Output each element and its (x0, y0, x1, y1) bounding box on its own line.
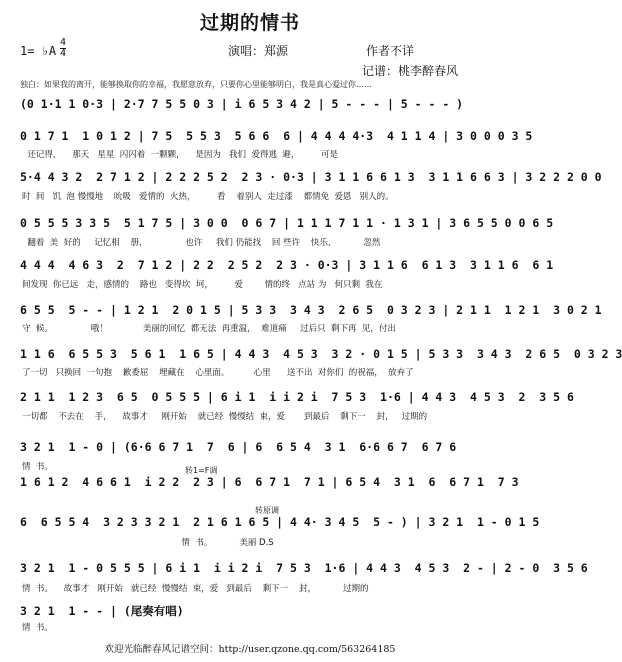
score-row-12-notes: 3 2 1 1 - 0 5 5 5 | 6 i 1 i i 2 i 7 5 3 1·6 | 4 4 3 4 5 3 2 - | 2 - 0 3 5 6 (20, 561, 588, 575)
score-row-8-lyrics: 一切都 不去在 手， 故事才 刚开始 就已经 慢慢结 束，爱 到最后 剩下一 封， 过期的 (22, 412, 428, 422)
score-row-5-notes: 4 4 4 4 6 3 2 7 1 2 | 2 2 2 5 2 2 3 · 0·3 | 3 1 1 6 6 1 3 3 1 1 6 6 1 (20, 258, 554, 272)
meter-top: 4 (60, 37, 67, 48)
score-row-2-notes: 0 1 7 1 1 0 1 2 | 7 5 5 5 3 5 6 6 6 | 4 4 4 4·3 4 1 1 4 | 3 0 0 0 3 5 (20, 129, 533, 143)
score-row-13-lyrics: 情 书。 (22, 623, 53, 633)
score-row-11-lyrics: 情 书。 美丽 D.S (22, 538, 274, 548)
score-row-11-notes: 6 6 5 5 4 3 2 3 3 2 1 2 1 6 1 6 5 | 4 4· 3 4 5 5 - ) | 3 2 1 1 - 0 1 5 (20, 515, 540, 529)
score-row-2-lyrics: 还记得， 那天 星星 闪闪着 一颗颗， 是因为 我们 爱得逃 避， 可是 (22, 150, 338, 160)
key-signature: 1= ♭A (20, 44, 57, 58)
score-row-9-lyrics: 情 书。 (22, 462, 53, 472)
score-row-10-notes: 1 6 1 2 4 6 6 1 i 2 2 2 3 | 6 6 7 1 7 1 | 6 5 4 3 1 6 6 7 1 7 3 (20, 475, 519, 489)
score-row-5-lyrics: 间发现 你已远 走，感情的 路也 变得坎 坷， 爱 情的终 点站 为 何只剩 我在 (22, 280, 383, 290)
score-row-12-lyrics: 情 书。 故事才 刚开始 就已经 慢慢结 束，爱 到最后 剩下一 封， 过期的 (22, 584, 369, 594)
time-signature (60, 38, 66, 59)
meter-bottom: 4 (60, 48, 67, 59)
monologue-text: 独白：如果我的离开，能够换取你的幸福，我愿意放弃，只要你心里能够明白，我是真心爱过你…… (20, 80, 372, 89)
footer-link-text: 欢迎光临醉春风记谱空间：http://user.qzone.qq.com/563264185 (104, 644, 396, 655)
score-row-1-notes: (0 1·1 1 0·3 | 2·7 7 5 5 0 3 | i 6 5 3 4 2 | 5 - - - | 5 - - - ) (20, 97, 464, 111)
score-row-7-notes: 1 1 6 6 5 5 3 5 6 1 1 6 5 | 4 4 3 4 5 3 3 2 · 0 1 5 | 5 3 3 3 4 3 2 6 5 0 3 2 3 (20, 347, 622, 361)
score-row-3-notes: 5·4 4 3 2 2 7 1 2 | 2 2 2 5 2 2 3 · 0·3 | 3 1 1 6 6 1 3 3 1 1 6 6 3 | 3 2 2 2 0 0 (20, 170, 602, 184)
author-credit: 作者不详 (366, 44, 415, 58)
score-row-4-notes: 0 5 5 5 3 3 5 5 1 7 5 | 3 0 0 0 6 7 | 1 1 1 7 1 1 · 1 3 1 | 3 6 5 5 0 0 6 5 (20, 216, 554, 230)
key-change-note: 转1=F调 (185, 466, 218, 475)
singer-credit: 演唱：郑源 (228, 44, 289, 58)
song-title: 过期的情书 (199, 12, 300, 34)
score-row-8-notes: 2 1 1 1 2 3 6 5 0 5 5 5 | 6 i 1 i i 2 i 7 5 3 1·6 | 4 4 3 4 5 3 2 3 5 6 (20, 390, 574, 404)
score-row-6-lyrics: 守 候。 哦！ 美丽的回忆 都无法 再重温， 难道痛 过后只 剩下再 见，付出 (22, 324, 396, 334)
score-row-9-notes: 3 2 1 1 - 0 | (6·6 6 7 1 7 6 | 6 6 5 4 3 1 6·6 6 7 6 7 6 (20, 440, 457, 454)
score-row-3-lyrics: 时 间 饥 泡 慢慢地 吮吸 爱情的 火热， 看 着别人 走过漆 都情免 爱恩 别人的。 (22, 192, 394, 202)
score-row-4-lyrics: 翻着 美 好的 记忆相 册， 也许 我们 仍能找 回 些许 快乐， 忽然 (22, 238, 381, 248)
score-row-13-notes: 3 2 1 1 - - | (尾奏有唱) (20, 604, 184, 618)
score-row-7-lyrics: 了一切 只换回 一句抱 歉委屈 埋藏在 心里面。 心里 送不出 对你们 的祝福， 放弃了 (22, 368, 414, 378)
notator-credit: 记谱：桃李醉春风 (362, 64, 459, 78)
key-return-note: 转原调 (255, 506, 279, 515)
score-row-6-notes: 6 5 5 5 - - | 1 2 1 2 0 1 5 | 5 3 3 3 4 3 2 6 5 0 3 2 3 | 2 1 1 1 2 1 3 0 2 1 (20, 303, 602, 317)
